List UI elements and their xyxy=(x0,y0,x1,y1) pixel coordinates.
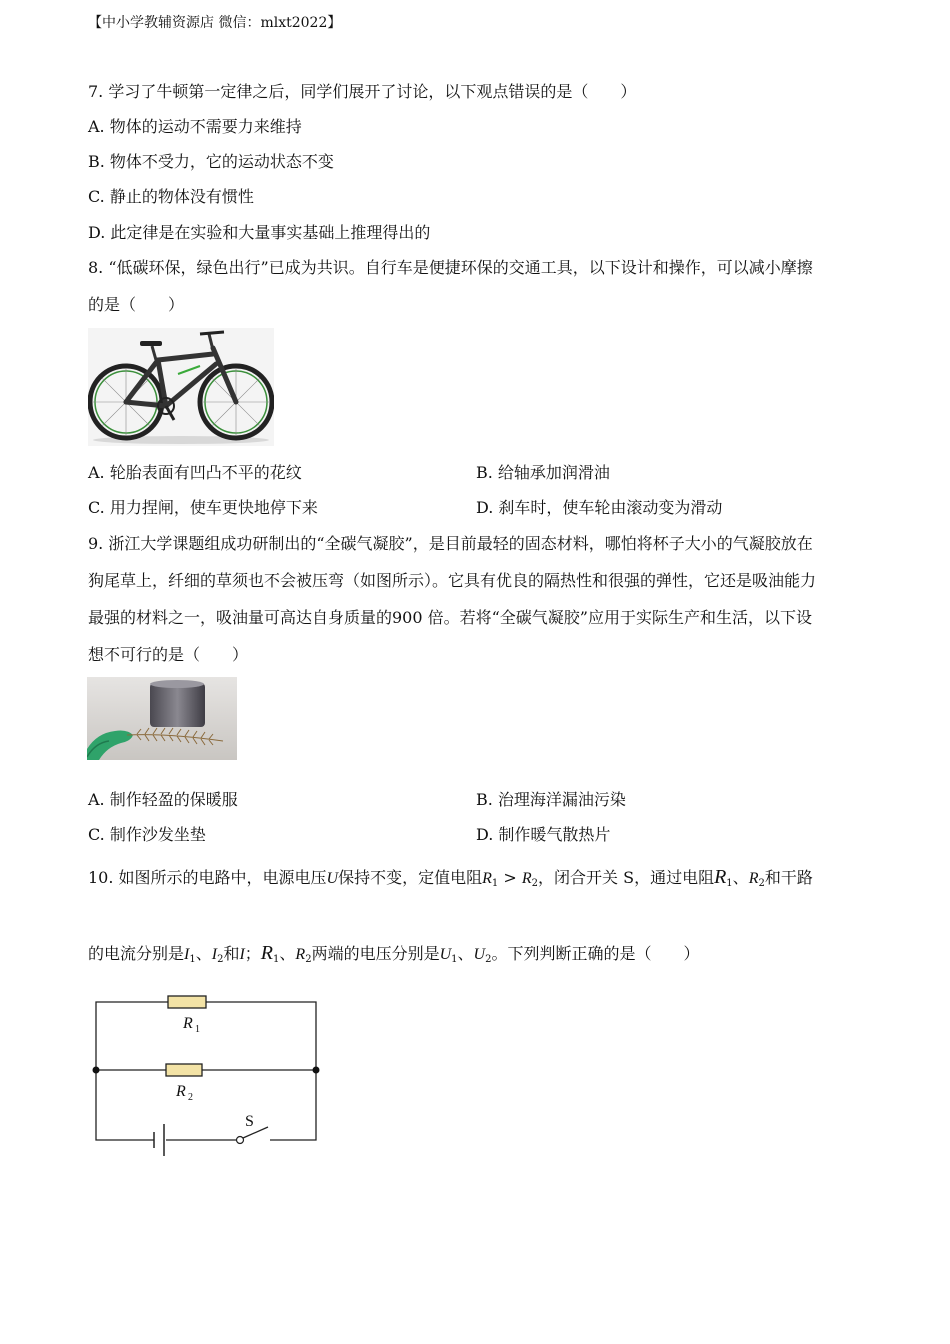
r1-sub: 1 xyxy=(195,1024,200,1035)
q10-stem-line2 xyxy=(88,942,699,971)
q7-option-c[interactable]: C. 静止的物体没有惯性 xyxy=(88,187,254,206)
q9-stem-line2: 狗尾草上，纤细的草须也不会被压弯（如图所示）。它具有优良的隔热性和很强的弹性，它还是吸油能力 xyxy=(88,571,817,590)
junction-left xyxy=(93,1067,100,1074)
r2-sub: 2 xyxy=(188,1092,193,1103)
sub-2-b: 2 xyxy=(758,878,765,889)
wire-top-right xyxy=(206,1002,316,1070)
and-text: 和 xyxy=(223,944,240,963)
bicycle-image xyxy=(88,328,274,446)
q9-stem-line1: 9. 浙江大学课题组成功研制出的“全碳气凝胶”，是目前最轻的固态材料，哪怕将杯子大小的气凝胶放在 xyxy=(88,534,813,553)
aerogel-illustration xyxy=(87,677,237,760)
separator-b: 、 xyxy=(195,944,212,963)
q8-option-b[interactable]: B. 给轴承加润滑油 xyxy=(476,463,610,482)
q10-stem-line1 xyxy=(88,866,813,895)
aerogel-image xyxy=(87,677,237,760)
symbol-U: U xyxy=(326,870,339,887)
q8-stem-line2: 的是（ ） xyxy=(88,295,185,314)
r2-label: R xyxy=(176,1083,186,1100)
separator: 、 xyxy=(732,868,749,887)
symbol-R2-b: R xyxy=(748,870,759,887)
sub-1-d: 1 xyxy=(273,954,280,965)
q10-text-part2: 保持不变，定值电阻 xyxy=(338,868,483,887)
switch-pivot xyxy=(237,1137,244,1144)
q8-stem-line1: 8. “低碳环保，绿色出行”已成为共识。自行车是便捷环保的交通工具，以下设计和操作，可以减小摩擦 xyxy=(88,258,813,277)
q8-option-d[interactable]: D. 刹车时，使车轮由滚动变为滑动 xyxy=(476,498,723,517)
symbol-R2-c: R xyxy=(295,946,306,963)
q8-option-a[interactable]: A. 轮胎表面有凹凸不平的花纹 xyxy=(88,463,302,482)
semicolon: ； xyxy=(244,944,261,963)
symbol-U1: U xyxy=(439,946,452,963)
symbol-R2: R xyxy=(521,870,532,887)
q9-option-c[interactable]: C. 制作沙发坐垫 xyxy=(88,825,206,844)
sub-1-e: 1 xyxy=(451,954,458,965)
wire-bottom-left xyxy=(96,1070,154,1140)
q9-option-a[interactable]: A. 制作轻盈的保暖服 xyxy=(88,790,238,809)
q9-stem-line3: 最强的材料之一，吸油量可高达自身质量的900 倍。若将“全碳气凝胶”应用于实际生产和生活，以下设 xyxy=(88,608,812,627)
symbol-I1: I xyxy=(184,946,190,963)
separator-d: 、 xyxy=(457,944,474,963)
q7-option-b[interactable]: B. 物体不受力，它的运动状态不变 xyxy=(88,152,334,171)
symbol-R1-c: R xyxy=(260,942,274,964)
symbol-gt: > xyxy=(498,868,522,887)
switch-label: S xyxy=(245,1113,254,1130)
q10-text-part1: 10. 如图所示的电路中，电源电压 xyxy=(88,868,327,887)
sub-2-c: 2 xyxy=(217,954,224,965)
symbol-I2: I xyxy=(211,946,218,963)
sub-2: 2 xyxy=(531,878,539,889)
separator-c: 、 xyxy=(279,944,296,963)
q10-line2-part2: 两端的电压分别是 xyxy=(311,944,440,963)
sub-1: 1 xyxy=(491,878,499,889)
r1-label: R xyxy=(183,1015,193,1032)
wire-top-left xyxy=(96,1002,168,1070)
circuit-diagram xyxy=(88,990,328,1160)
symbol-R1: R xyxy=(482,870,492,887)
q10-text-part3: ，闭合开关 S，通过电阻 xyxy=(538,868,715,887)
q9-stem-line4: 想不可行的是（ ） xyxy=(88,645,249,664)
junction-right xyxy=(313,1067,320,1074)
circuit-svg xyxy=(88,990,328,1160)
symbol-I: I xyxy=(239,946,245,963)
q7-option-a[interactable]: A. 物体的运动不需要力来维持 xyxy=(88,117,302,136)
resistor-r2 xyxy=(166,1064,202,1076)
q8-option-c[interactable]: C. 用力捏闸，使车更快地停下来 xyxy=(88,498,318,517)
sub-1-b: 1 xyxy=(726,878,733,889)
q7-stem: 7. 学习了牛顿第一定律之后，同学们展开了讨论，以下观点错误的是（ ） xyxy=(88,82,637,101)
resistor-r1 xyxy=(168,996,206,1008)
page-header: 【中小学教辅资源店 微信：mlxt2022】 xyxy=(88,15,342,31)
bicycle-illustration xyxy=(88,328,274,446)
sub-1-c: 1 xyxy=(189,954,196,965)
q9-option-b[interactable]: B. 治理海洋漏油污染 xyxy=(476,790,626,809)
q7-option-d[interactable]: D. 此定律是在实验和大量事实基础上推理得出的 xyxy=(88,223,431,242)
q9-option-d[interactable]: D. 制作暖气散热片 xyxy=(476,825,611,844)
wire-bottom-right xyxy=(270,1070,316,1140)
q10-text-part4: 和干路 xyxy=(764,868,813,887)
q10-line2-part3: 。下列判断正确的是（ ） xyxy=(491,944,700,963)
symbol-R1-b: R xyxy=(714,866,727,888)
q10-line2-part1: 的电流分别是 xyxy=(88,944,185,963)
symbol-U2: U xyxy=(473,946,486,963)
sub-2-d: 2 xyxy=(305,954,312,965)
sub-2-e: 2 xyxy=(485,954,492,965)
